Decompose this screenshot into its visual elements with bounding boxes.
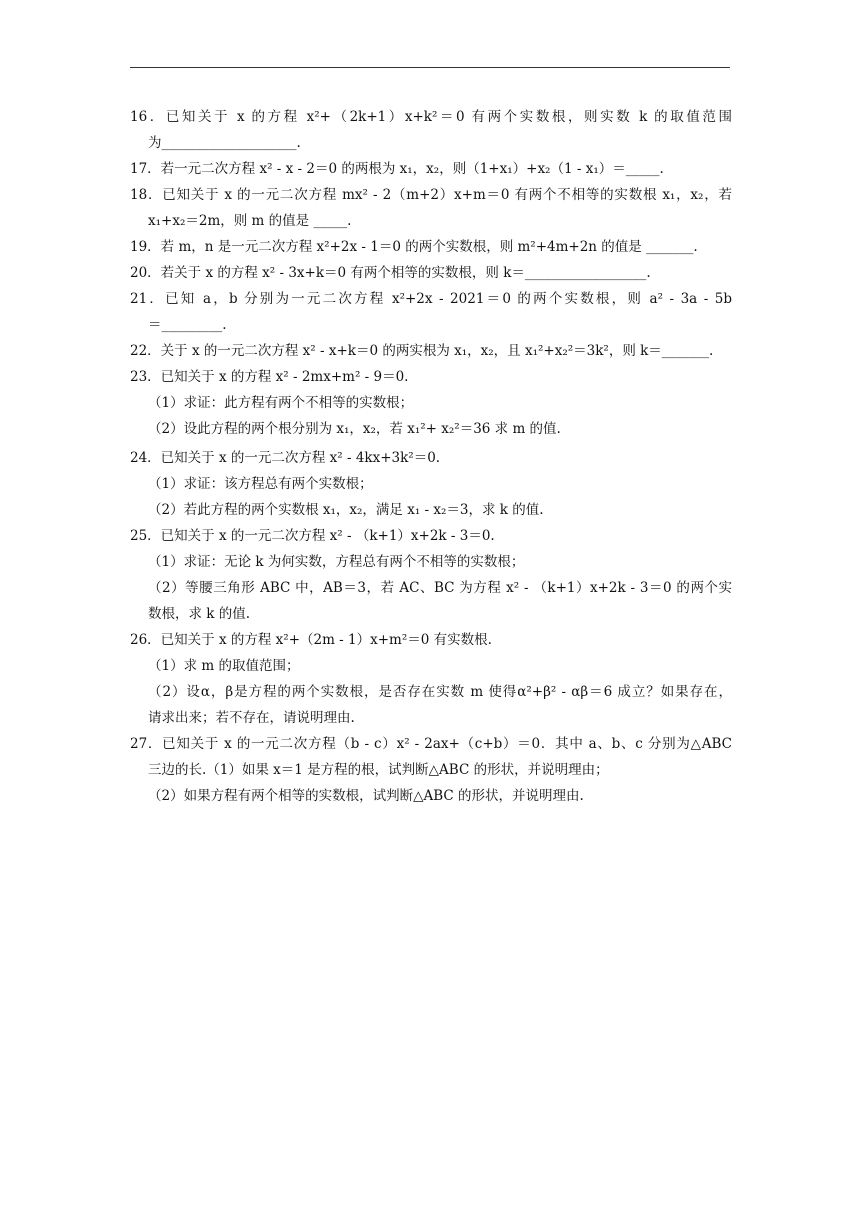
question-list [130, 104, 732, 809]
question-line-q25: 25．已知关于 x 的一元二次方程 x² - （k+1）x+2k - 3＝0. [130, 528, 495, 544]
question-line-q25-2a: （2）等腰三角形 ABC 中，AB＝3，若 AC、BC 为方程 x² - （k+1）x+2k - 3＝0 的两个实 [148, 580, 732, 596]
question-line-q26-1: （1）求 m 的取值范围； [148, 658, 300, 674]
question-line-q16b: 为____________________. [148, 135, 301, 151]
question-line-q24: 24．已知关于 x 的一元二次方程 x² - 4kx+3k²＝0. [130, 450, 441, 466]
question-line-q18b: x₁+x₂＝2m，则 m 的值是 _____. [148, 213, 352, 229]
question-line-q21a: 21．已知 a，b 分别为一元二次方程 x²+2x - 2021＝0 的两个实数根，则 a² - 3a - 5b [130, 291, 732, 307]
question-line-q16a: 16．已知关于 x 的方程 x²+（2k+1）x+k²＝0 有两个实数根，则实数 k 的取值范围 [130, 109, 732, 125]
question-line-q18a: 18．已知关于 x 的一元二次方程 mx² - 2（m+2）x+m＝0 有两个不相等的实数根 x₁，x₂，若 [130, 187, 732, 203]
question-line-q21b: ＝_________. [148, 317, 227, 333]
question-line-q20: 20．若关于 x 的方程 x² - 3x+k＝0 有两个相等的实数根，则 k＝__________________. [130, 265, 651, 281]
question-line-q24-2: （2）若此方程的两个实数根 x₁，x₂，满足 x₁ - x₂＝3，求 k 的值. [148, 502, 544, 518]
question-line-q26-2b: 请求出来；若不存在，请说明理由. [148, 710, 355, 726]
question-line-q27c: （2）如果方程有两个相等的实数根，试判断△ABC 的形状，并说明理由. [148, 788, 584, 804]
question-line-q26: 26．已知关于 x 的方程 x²+（2m - 1）x+m²＝0 有实数根. [130, 632, 492, 648]
question-line-q17: 17．若一元二次方程 x² - x - 2＝0 的两根为 x₁，x₂，则（1+x₁）+x₂（1 - x₁）＝_____. [130, 161, 664, 177]
question-line-q25-1: （1）求证：无论 k 为何实数，方程总有两个不相等的实数根； [148, 554, 525, 570]
question-line-q22: 22．关于 x 的一元二次方程 x² - x+k＝0 的两实根为 x₁，x₂，且 x₁²+x₂²＝3k²，则 k＝_______. [130, 343, 714, 359]
question-line-q27a: 27．已知关于 x 的一元二次方程（b - c）x² - 2ax+（c+b）＝0．其中 a、b、c 分别为△ABC [130, 736, 732, 752]
question-line-q23-2: （2）设此方程的两个根分别为 x₁，x₂，若 x₁²+ x₂²＝36 求 m 的值. [148, 421, 561, 437]
question-line-q23-1: （1）求证：此方程有两个不相等的实数根； [148, 395, 414, 411]
question-line-q26-2a: （2）设α，β是方程的两个实数根，是否存在实数 m 使得α²+β² - αβ＝6 成立？如果存在， [148, 684, 732, 700]
question-line-q19: 19．若 m，n 是一元二次方程 x²+2x - 1＝0 的两个实数根，则 m²+4m+2n 的值是 _______. [130, 239, 698, 255]
question-line-q24-1: （1）求证：该方程总有两个实数根； [148, 476, 373, 492]
question-line-q27b: 三边的长.（1）如果 x＝1 是方程的根，试判断△ABC 的形状，并说明理由； [148, 762, 609, 778]
question-line-q23: 23．已知关于 x 的方程 x² - 2mx+m² - 9＝0. [130, 369, 409, 385]
question-line-q25-2b: 数根，求 k 的值. [148, 606, 251, 622]
header-rule [130, 67, 730, 68]
